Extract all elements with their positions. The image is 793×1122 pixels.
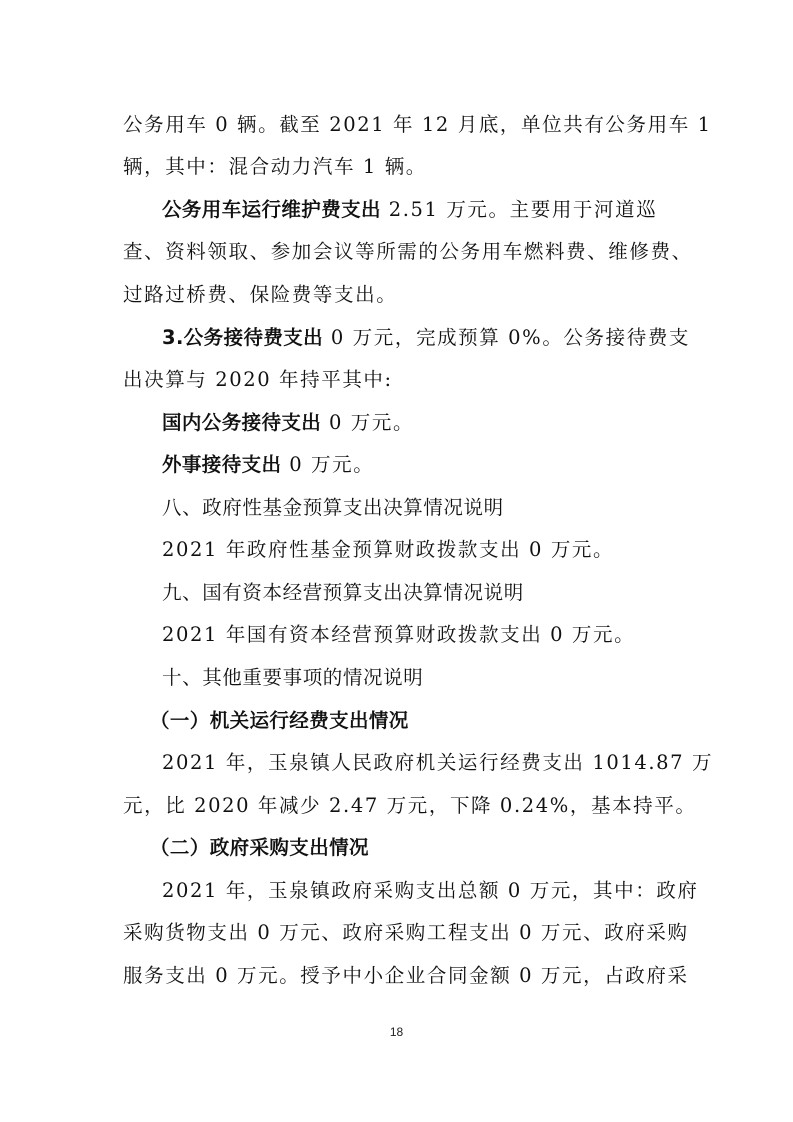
paragraph-line: 服务支出 0 万元。授予中小企业合同金额 0 万元，占政府采 [123, 964, 689, 987]
paragraph-line: 采购货物支出 0 万元、政府采购工程支出 0 万元、政府采购 [123, 921, 689, 944]
paragraph-line [162, 324, 691, 352]
subsection-heading-1: （一）机关运行经费支出情况 [150, 709, 409, 732]
paragraph-line: 出决算与 2020 年持平其中: [123, 368, 393, 391]
paragraph-line: 过路过桥费、保险费等支出。 [123, 283, 398, 306]
paragraph-line: 2021 年，玉泉镇人民政府机关运行经费支出 1014.87 万 [162, 751, 714, 774]
paragraph-text: 0 万元。 [321, 411, 415, 434]
paragraph-line: 查、资料领取、参加会议等所需的公务用车燃料费、维修费、 [123, 240, 693, 263]
paragraph-line [162, 196, 683, 224]
paragraph-line: 2021 年国有资本经营预算财政拨款支出 0 万元。 [162, 623, 636, 646]
bold-lead-text: 3.公务接待费支出 [162, 326, 324, 349]
paragraph-line: 2021 年政府性基金预算财政拨款支出 0 万元。 [162, 538, 615, 561]
paragraph-line: 2021 年，玉泉镇政府采购支出总额 0 万元，其中：政府 [162, 879, 699, 902]
paragraph-text: 0 万元。 [281, 453, 375, 476]
bold-lead-text: 国内公务接待支出 [162, 411, 322, 434]
paragraph-text: 2.51 万元。主要用于河道巡 [380, 198, 658, 221]
paragraph-line [162, 409, 683, 437]
bold-lead-text: 公务用车运行维护费支出 [162, 198, 381, 221]
subsection-heading-2: （二）政府采购支出情况 [150, 836, 369, 859]
page-number: 18 [389, 1025, 404, 1039]
paragraph-line: 公务用车 0 辆。截至 2021 年 12 月底，单位共有公务用车 1 [123, 113, 712, 136]
paragraph-text: 0 万元，完成预算 0%。公务接待费支 [323, 326, 691, 349]
paragraph-line: 元，比 2020 年减少 2.47 万元，下降 0.24%，基本持平。 [123, 794, 697, 817]
paragraph-line: 辆，其中：混合动力汽车 1 辆。 [123, 155, 427, 178]
section-heading-9: 九、国有资本经营预算支出决算情况说明 [162, 581, 524, 604]
bold-lead-text: 外事接待支出 [162, 453, 282, 476]
section-heading-10: 十、其他重要事项的情况说明 [162, 666, 424, 689]
section-heading-8: 八、政府性基金预算支出决算情况说明 [162, 496, 504, 519]
paragraph-line [162, 451, 683, 479]
